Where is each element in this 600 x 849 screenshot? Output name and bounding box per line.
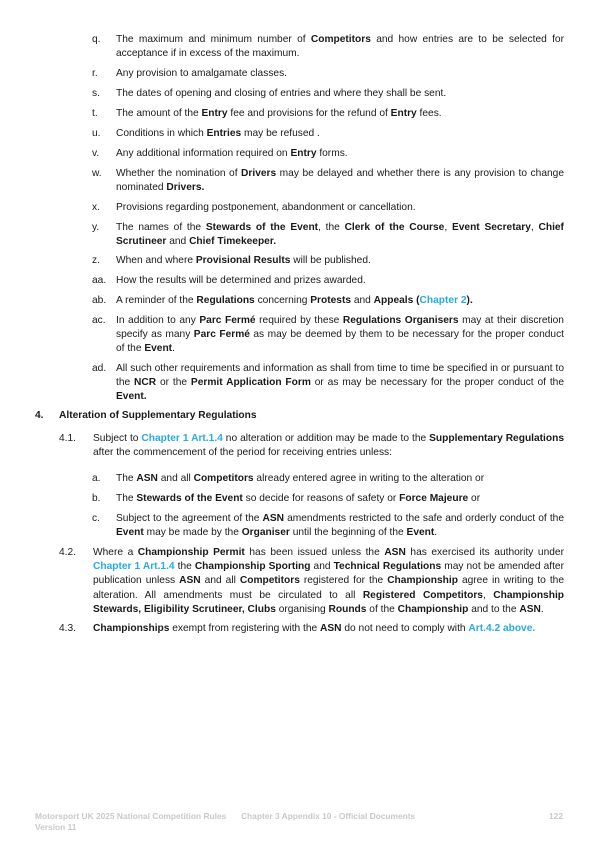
list-item-s: s. The dates of opening and closing of entries and where they shall be sent. <box>93 87 564 101</box>
article-number-4-1: 4.1. <box>59 433 76 444</box>
defined-term: Event. <box>116 391 147 403</box>
defined-term: Regulations <box>196 295 255 306</box>
list-item-q: q. The maximum and minimum number of Competitors and how entries are to be selected for acceptance if in excess of the maximum. <box>93 33 564 61</box>
footer-title: Motorsport UK 2025 National Competition Rules <box>35 811 227 821</box>
defined-term: ASN <box>320 623 342 634</box>
list-item-x: x. Provisions regarding postponement, abandonment or cancellation. <box>93 201 564 215</box>
article-4-1-text: Subject to Chapter 1 Art.1.4 no alteration or addition may be made to the Supplementary Regulations after the commencement of the period for receiving entries unless: <box>93 433 564 459</box>
defined-term: Permit Application Form <box>190 377 311 389</box>
defined-term: Championship Sporting <box>194 561 311 573</box>
footer-left <box>35 811 226 833</box>
sub-item-text: The ASN and all Competitors already entered agree in writing to the alteration or <box>116 473 485 484</box>
footer-version: Version 11 <box>35 822 77 832</box>
cross-reference-link[interactable]: Chapter 1 Art.1.4 <box>93 561 175 573</box>
list-item-text: In addition to any Parc Fermé required by these Regulations Organisers may at their discretion specify as many Parc Fermé as may be deemed by them to be necessary for the proper conduct of the Event. <box>116 315 564 355</box>
sub-item-c: c. Subject to the agreement of the ASN amendments restricted to the safe and orderly conduct of the Event may be made by the Organiser until the beginning of the Event. <box>93 512 564 540</box>
list-item-text: Whether the nomination of Drivers may be delayed and whether there is any provision to change nominated Drivers. <box>116 168 564 194</box>
defined-term: Event <box>144 343 173 355</box>
defined-term: ASN <box>179 575 201 587</box>
defined-term: Championship <box>387 575 458 587</box>
page-number: 122 <box>549 811 563 821</box>
list-item-v: v. Any additional information required on Entry forms. <box>93 147 564 161</box>
list-item-text: How the results will be determined and prizes awarded. <box>116 275 366 286</box>
sub-item-text: Subject to the agreement of the ASN amendments restricted to the safe and orderly conduct of the Event may be made by the Organiser until the beginning of the Event. <box>116 513 565 539</box>
list-item-z: z. When and where Provisional Results will be published. <box>93 254 564 268</box>
sub-item-text: The Stewards of the Event so decide for reasons of safety or Force Majeure or <box>116 493 481 504</box>
list-item-text: All such other requirements and information as shall from time to time be specified in or pursuant to the NCR or the Permit Application Form or as may be necessary for the proper conduct of the Event. <box>116 363 564 403</box>
defined-term: Provisional Results <box>195 255 291 266</box>
defined-term: ( <box>413 295 420 306</box>
defined-term: Technical Regulations <box>333 561 442 573</box>
defined-term: Chief Timekeeper. <box>189 236 277 248</box>
defined-term: ASN <box>262 513 285 524</box>
defined-term: Parc Fermé <box>193 329 250 341</box>
list-item-ab: ab. A reminder of the Regulations concerning Protests and Appeals (Chapter 2). <box>93 294 564 308</box>
defined-term: Event <box>116 527 144 539</box>
list-item-text: Any additional information required on Entry forms. <box>116 148 348 159</box>
list-item-text: The maximum and minimum number of Competitors and how entries are to be selected for acceptance if in excess of the maximum. <box>116 34 564 60</box>
defined-term: Rounds <box>328 603 367 615</box>
list-item-text: Conditions in which Entries may be refused . <box>116 128 320 139</box>
cross-reference-link[interactable]: Art.4.2 above. <box>468 623 536 634</box>
list-item-text: The names of the Stewards of the Event, the Clerk of the Course, Event Secretary, Chief Scrutineer and Chief Timekeeper. <box>116 222 564 248</box>
defined-term: Organiser <box>241 527 290 539</box>
defined-term: Competitors <box>239 575 300 587</box>
list-item-aa: aa. How the results will be determined and prizes awarded. <box>93 274 564 288</box>
defined-term: ASN <box>384 547 406 558</box>
defined-term: NCR <box>134 377 157 389</box>
defined-term: Chief Scrutineer <box>116 222 564 248</box>
list-item-text: The dates of opening and closing of entries and where they shall be sent. <box>116 88 447 99</box>
list-item-r: r. Any provision to amalgamate classes. <box>93 67 564 81</box>
section-title: Alteration of Supplementary Regulations <box>59 410 257 421</box>
defined-term: Entry <box>390 108 417 119</box>
defined-term: Championships <box>93 623 170 634</box>
list-item-ac: ac. In addition to any Parc Fermé required by these Regulations Organisers may at their discretion specify as many Parc Fermé as may be deemed by them to be necessary for the proper conduct of the Event. <box>93 314 564 357</box>
list-item-ad: ad. All such other requirements and information as shall from time to time be specified in or pursuant to the NCR or the Permit Application Form or as may be necessary for the proper conduct of the Event. <box>93 362 564 405</box>
defined-term: Event Secretary <box>451 222 531 233</box>
article-number-4-2: 4.2. <box>59 547 76 558</box>
defined-term: Event <box>406 527 435 539</box>
defined-term: Championship Permit <box>137 547 245 558</box>
list-item-t: t. The amount of the Entry fee and provisions for the refund of Entry fees. <box>93 107 564 121</box>
list-item-text: When and where Provisional Results will be published. <box>116 255 371 266</box>
section-heading <box>35 409 257 423</box>
list-item-text: Any provision to amalgamate classes. <box>116 68 288 79</box>
defined-term: Regulations Organisers <box>342 315 459 326</box>
defined-term: Appeals <box>373 295 414 306</box>
defined-term: Clerk of the Course <box>344 222 445 233</box>
defined-term: Drivers. <box>166 182 205 194</box>
sub-item-a: a. The ASN and all Competitors already entered agree in writing to the alteration or <box>93 472 564 486</box>
list-item-u: u. Conditions in which Entries may be refused . <box>93 127 564 141</box>
section-number: 4. <box>35 410 44 421</box>
defined-term: Entry <box>290 148 317 159</box>
defined-term: Entries <box>206 128 242 139</box>
article-4-2-text: Where a Championship Permit has been issued unless the ASN has exercised its authority under Chapter 1 Art.1.4 the Championship Sporting and Technical Regulations may not be amended after publication unless ASN and all Competitors registered for the Championship agree in writing to the alteration. All amendments must be circulated to all Registered Competitors, Championship Stewards, Eligibility Scrutineer, Clubs organising Rounds of the Championship and to the ASN. <box>93 547 565 615</box>
defined-term: ASN <box>519 603 541 615</box>
defined-term: Stewards of the Event <box>136 493 243 504</box>
cross-reference-link[interactable]: Chapter 2 <box>419 295 467 306</box>
defined-term: Entry <box>201 108 228 119</box>
defined-term: Protests <box>310 295 351 306</box>
cross-reference-link[interactable]: Chapter 1 Art.1.4 <box>141 433 223 444</box>
defined-term: Competitors <box>193 473 254 484</box>
defined-term: Registered Competitors <box>362 589 483 601</box>
defined-term: Competitors <box>310 34 371 45</box>
defined-term: Drivers <box>241 168 277 179</box>
list-item-y: y. The names of the Stewards of the Event, the Clerk of the Course, Event Secretary, Chief Scrutineer and Chief Timekeeper. <box>93 221 564 249</box>
defined-term: Championship Stewards, Eligibility Scrutineer, Clubs <box>93 589 564 615</box>
list-item-w: w. Whether the nomination of Drivers may be delayed and whether there is any provision to change nominated Drivers. <box>93 167 564 195</box>
defined-term: Force Majeure <box>399 493 469 504</box>
list-item-text: The amount of the Entry fee and provisions for the refund of Entry fees. <box>116 108 442 119</box>
defined-term: Supplementary Regulations <box>429 433 564 444</box>
defined-term: Parc Fermé <box>199 315 256 326</box>
defined-term: ASN <box>136 473 158 484</box>
list-item-text: Provisions regarding postponement, abandonment or cancellation. <box>116 202 416 213</box>
article-number-4-3: 4.3. <box>59 623 76 634</box>
defined-term: Stewards of the Event <box>205 222 319 233</box>
defined-term: ). <box>466 295 473 306</box>
list-item-text: A reminder of the Regulations concerning Protests and Appeals (Chapter 2). <box>116 295 473 306</box>
sub-item-b: b. The Stewards of the Event so decide for reasons of safety or Force Majeure or <box>93 492 564 506</box>
article-4-3-text: Championships exempt from registering with the ASN do not need to comply with Art.4.2 above. <box>93 623 536 634</box>
footer-chapter: Chapter 3 Appendix 10 - Official Documents <box>241 811 416 821</box>
defined-term: Championship <box>397 603 469 615</box>
